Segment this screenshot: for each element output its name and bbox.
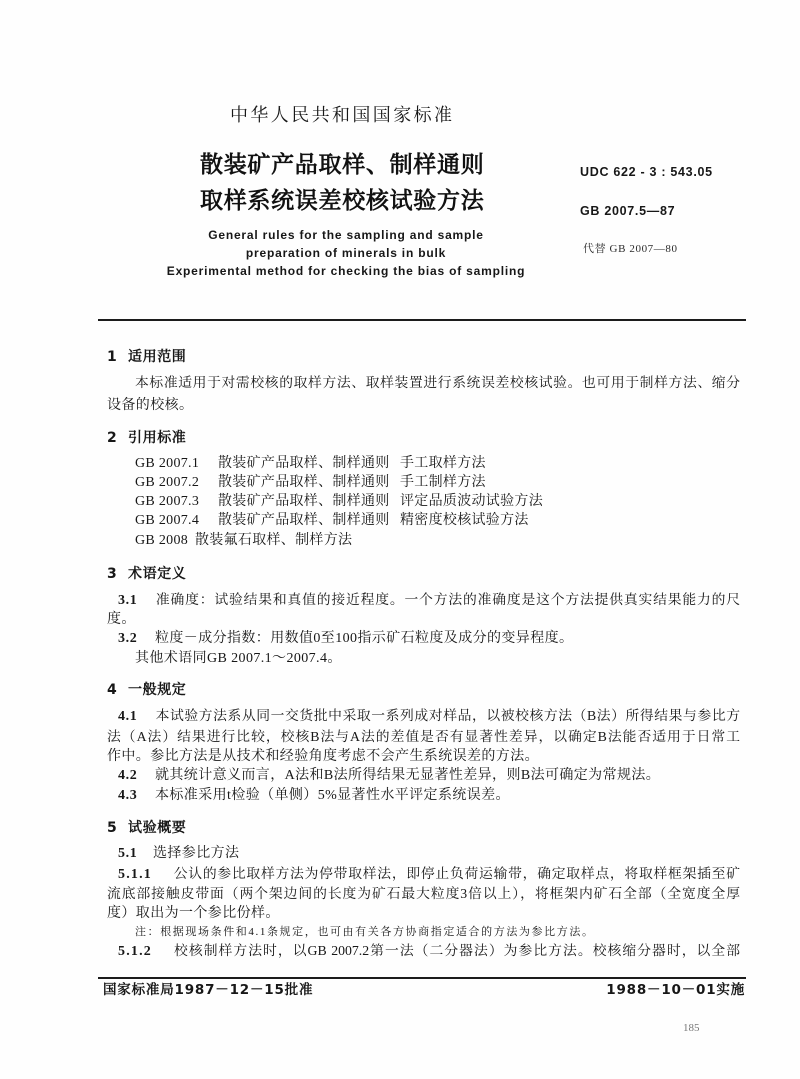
section-number: 3 (107, 566, 118, 582)
issuer-heading: 中华人民共和国国家标准 (230, 105, 455, 126)
section-title: 引用标准 (128, 430, 187, 446)
reference-title: 散装矿产品取样、制样通则 (218, 513, 390, 528)
section-3-heading (107, 565, 186, 583)
clause-5-1-1-line-2: 流底部接触皮带面（两个架边间的长度为矿石最大粒度3倍以上），将框架内矿石全部（全宽度全厚 (107, 886, 740, 901)
reference-row (135, 512, 529, 530)
reference-title: 散装氟石取样、制样方法 (195, 533, 353, 548)
clause-text: 公认的参比取样方法为停带取样法，即停止负荷运输带，确定取样点，将取样框架插至矿 (173, 866, 740, 881)
clause-5-1-1-line-1 (118, 865, 740, 884)
title-cn-line-2: 取样系统误差校核试验方法 (200, 188, 485, 214)
clause-3-2-line-1 (118, 630, 740, 648)
approval-date: 国家标准局1987－12－15批准 (103, 982, 314, 998)
section-number: 2 (107, 430, 118, 446)
clause-5-1-line-1 (118, 845, 740, 863)
note-text: 注：根据现场条件和4.1条规定，也可由有关各方协商指定适合的方法为参比方法。 (135, 926, 595, 938)
clause-text: 准确度：试验结果和真值的接近程度。一个方法的准确度是这个方法提供真实结果能力的尺 (155, 592, 740, 607)
reference-row (135, 532, 352, 550)
clause-text: 选择参比方法 (153, 846, 240, 861)
effective-date: 1988－10－01实施 (606, 982, 745, 998)
clause-number: 5.1.1 (118, 867, 152, 882)
clause-text: 本试验方法系从同一交货批中采取一系列成对样品，以被校核方法（B法）所得结果与参比方 (155, 708, 740, 723)
udc-code: UDC 622 - 3 : 543.05 (580, 165, 713, 179)
clause-4-1-line-1 (118, 707, 740, 726)
reference-code: GB 2007.1 (135, 456, 200, 471)
reference-code: GB 2007.2 (135, 475, 200, 490)
clause-number: 5.1.2 (118, 944, 152, 959)
clause-5-1-1-line-3: 度）取出为一个参比份样。 (107, 906, 280, 921)
clause-4-1-line-2: 法（A法）结果进行比较，校核B法与A法的差值是否有显著性差异，以确定B法能否适用于日常工 (107, 729, 740, 744)
clause-text: 本标准采用t检验（单侧）5%显著性水平评定系统误差。 (155, 788, 510, 803)
reference-title: 散装矿产品取样、制样通则 (218, 494, 390, 509)
clause-3-1-line-1 (118, 591, 740, 610)
reference-method: 手工制样方法 (400, 475, 486, 490)
replaces-standard: 代替 GB 2007—80 (583, 243, 678, 255)
reference-method: 精密度校核试验方法 (400, 513, 529, 528)
reference-code: GB 2007.4 (135, 513, 200, 528)
clause-number: 5.1 (118, 846, 138, 861)
reference-method: 手工取样方法 (400, 456, 486, 471)
section-5-heading (107, 819, 186, 837)
section-title: 试验概要 (128, 820, 187, 836)
clause-number: 3.1 (118, 593, 138, 608)
reference-row (135, 493, 543, 511)
section-1-heading (107, 348, 186, 366)
clause-5-1-2-line-1 (118, 942, 740, 961)
reference-row (135, 474, 486, 492)
title-en-line-3: Experimental method for checking the bias of sampling (166, 264, 526, 278)
section-number: 1 (107, 349, 118, 365)
clause-4-3-line-1 (118, 787, 740, 805)
standard-number: GB 2007.5—87 (580, 204, 676, 218)
section-2-heading (107, 429, 186, 447)
clause-3-1-line-2: 度。 (107, 612, 136, 627)
clause-number: 4.2 (118, 768, 138, 783)
reference-code: GB 2007.3 (135, 494, 200, 509)
clause-text: 校核制样方法时，以GB 2007.2第一法（二分器法）为参比方法。校核缩分器时，以全部 (173, 943, 740, 958)
section-4-heading (107, 681, 186, 699)
title-cn-line-1: 散装矿产品取样、制样通则 (200, 152, 485, 178)
clause-text: 粒度－成分指数：用数值0至100指示矿石粒度及成分的变异程度。 (155, 631, 574, 646)
section-1-line-2: 设备的校核。 (107, 398, 194, 413)
reference-title: 散装矿产品取样、制样通则 (218, 456, 390, 471)
clause-4-2-line-1 (118, 767, 740, 785)
reference-code: GB 2008 (135, 533, 189, 548)
title-en-line-2: preparation of minerals in bulk (245, 246, 447, 260)
section-number: 4 (107, 682, 118, 698)
reference-row (135, 455, 486, 473)
reference-title: 散装矿产品取样、制样通则 (218, 475, 390, 490)
clause-number: 4.1 (118, 709, 138, 724)
section-title: 一般规定 (128, 682, 187, 698)
other-terms-line: 其他术语同GB 2007.1～2007.4。 (135, 651, 342, 666)
page-number: 185 (683, 1022, 700, 1034)
clause-4-1-line-3: 作中。参比方法是从技术和经验角度考虑不会产生系统误差的方法。 (107, 749, 539, 764)
section-title: 术语定义 (128, 566, 187, 582)
title-en-line-1: General rules for the sampling and sample (208, 228, 484, 242)
clause-number: 4.3 (118, 788, 138, 803)
section-1-line-1: 本标准适用于对需校核的取样方法、取样装置进行系统误差校核试验。也可用于制样方法、缩分 (135, 375, 740, 390)
section-title: 适用范围 (128, 349, 187, 365)
clause-number: 3.2 (118, 631, 138, 646)
clause-text: 就其统计意义而言，A法和B法所得结果无显著性差异，则B法可确定为常规法。 (155, 768, 661, 783)
header-divider (98, 319, 746, 321)
section-number: 5 (107, 820, 118, 836)
reference-method: 评定品质波动试验方法 (400, 494, 543, 509)
footer-divider (98, 977, 746, 979)
